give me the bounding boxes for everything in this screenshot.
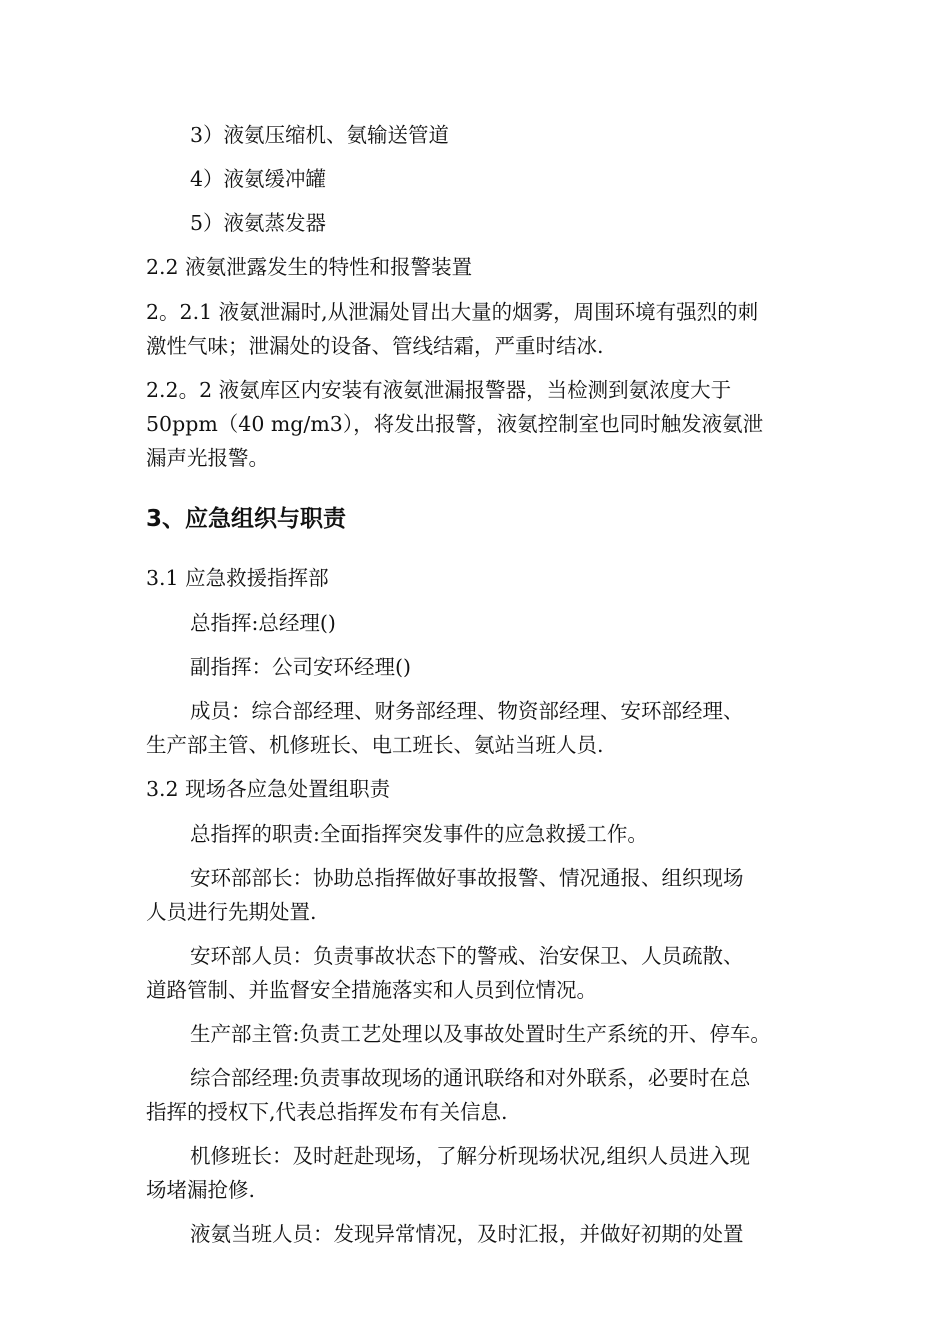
- paragraph-line: 总指挥的职责:全面指挥突发事件的应急救援工作。: [190, 822, 648, 846]
- duty-paragraph: [146, 1217, 811, 1251]
- list-item: 5）液氨蒸发器: [190, 211, 327, 235]
- paragraph-line: 2.2。2 液氨库区内安装有液氨泄漏报警器，当检测到氨浓度大于: [146, 378, 732, 402]
- paragraph-line: 漏声光报警。: [146, 446, 269, 470]
- paragraph-2-2-1: [146, 295, 811, 363]
- paragraph-line: 2。2.1 液氨泄漏时,从泄漏处冒出大量的烟雾，周围环境有强烈的刺: [146, 300, 759, 324]
- duty-paragraph: [146, 1061, 811, 1129]
- paragraph-line: 成员：综合部经理、财务部经理、物资部经理、安环部经理、: [190, 699, 744, 723]
- document-body: [146, 118, 811, 1261]
- duty-paragraph: [146, 817, 811, 851]
- section-title-3-2: 3.2 现场各应急处置组职责: [146, 777, 391, 801]
- members-paragraph: [146, 694, 811, 762]
- paragraph-line: 50ppm（40 mg/m3），将发出报警，液氨控制室也同时触发液氨泄: [146, 412, 764, 436]
- duty-paragraph: [146, 861, 811, 929]
- paragraph-line: 生产部主管:负责工艺处理以及事故处置时生产系统的开、停车。: [190, 1022, 771, 1046]
- paragraph-line: 道路管制、并监督安全措施落实和人员到位情况。: [146, 978, 597, 1002]
- list-item: 4）液氨缓冲罐: [190, 167, 327, 191]
- paragraph-2-2-2: [146, 373, 811, 475]
- section-title-3-1: 3.1 应急救援指挥部: [146, 566, 329, 590]
- paragraph-line: 生产部主管、机修班长、电工班长、氨站当班人员.: [146, 733, 604, 757]
- duty-paragraph: [146, 1017, 811, 1051]
- heading-3: 3、应急组织与职责: [146, 506, 347, 532]
- paragraph-line: 机修班长：及时赶赴现场，了解分析现场状况,组织人员进入现: [190, 1144, 751, 1168]
- paragraph-line: 场堵漏抢修.: [146, 1178, 256, 1202]
- list-item: 3）液氨压缩机、氨输送管道: [190, 123, 450, 147]
- paragraph-line: 激性气味；泄漏处的设备、管线结霜，严重时结冰.: [146, 334, 604, 358]
- duty-paragraph: [146, 1139, 811, 1207]
- commander-line: 总指挥:总经理(): [190, 611, 336, 635]
- paragraph-line: 综合部经理:负责事故现场的通讯联络和对外联系，必要时在总: [190, 1066, 751, 1090]
- paragraph-line: 指挥的授权下,代表总指挥发布有关信息.: [146, 1100, 508, 1124]
- deputy-line: 副指挥：公司安环经理(): [190, 655, 411, 679]
- paragraph-line: 人员进行先期处置.: [146, 900, 317, 924]
- paragraph-line: 安环部部长：协助总指挥做好事故报警、情况通报、组织现场: [190, 866, 744, 890]
- duty-paragraph: [146, 939, 811, 1007]
- paragraph-line: 安环部人员：负责事故状态下的警戒、治安保卫、人员疏散、: [190, 944, 744, 968]
- section-title-2-2: 2.2 液氨泄露发生的特性和报警装置: [146, 255, 473, 279]
- paragraph-line: 液氨当班人员：发现异常情况，及时汇报，并做好初期的处置: [190, 1222, 744, 1246]
